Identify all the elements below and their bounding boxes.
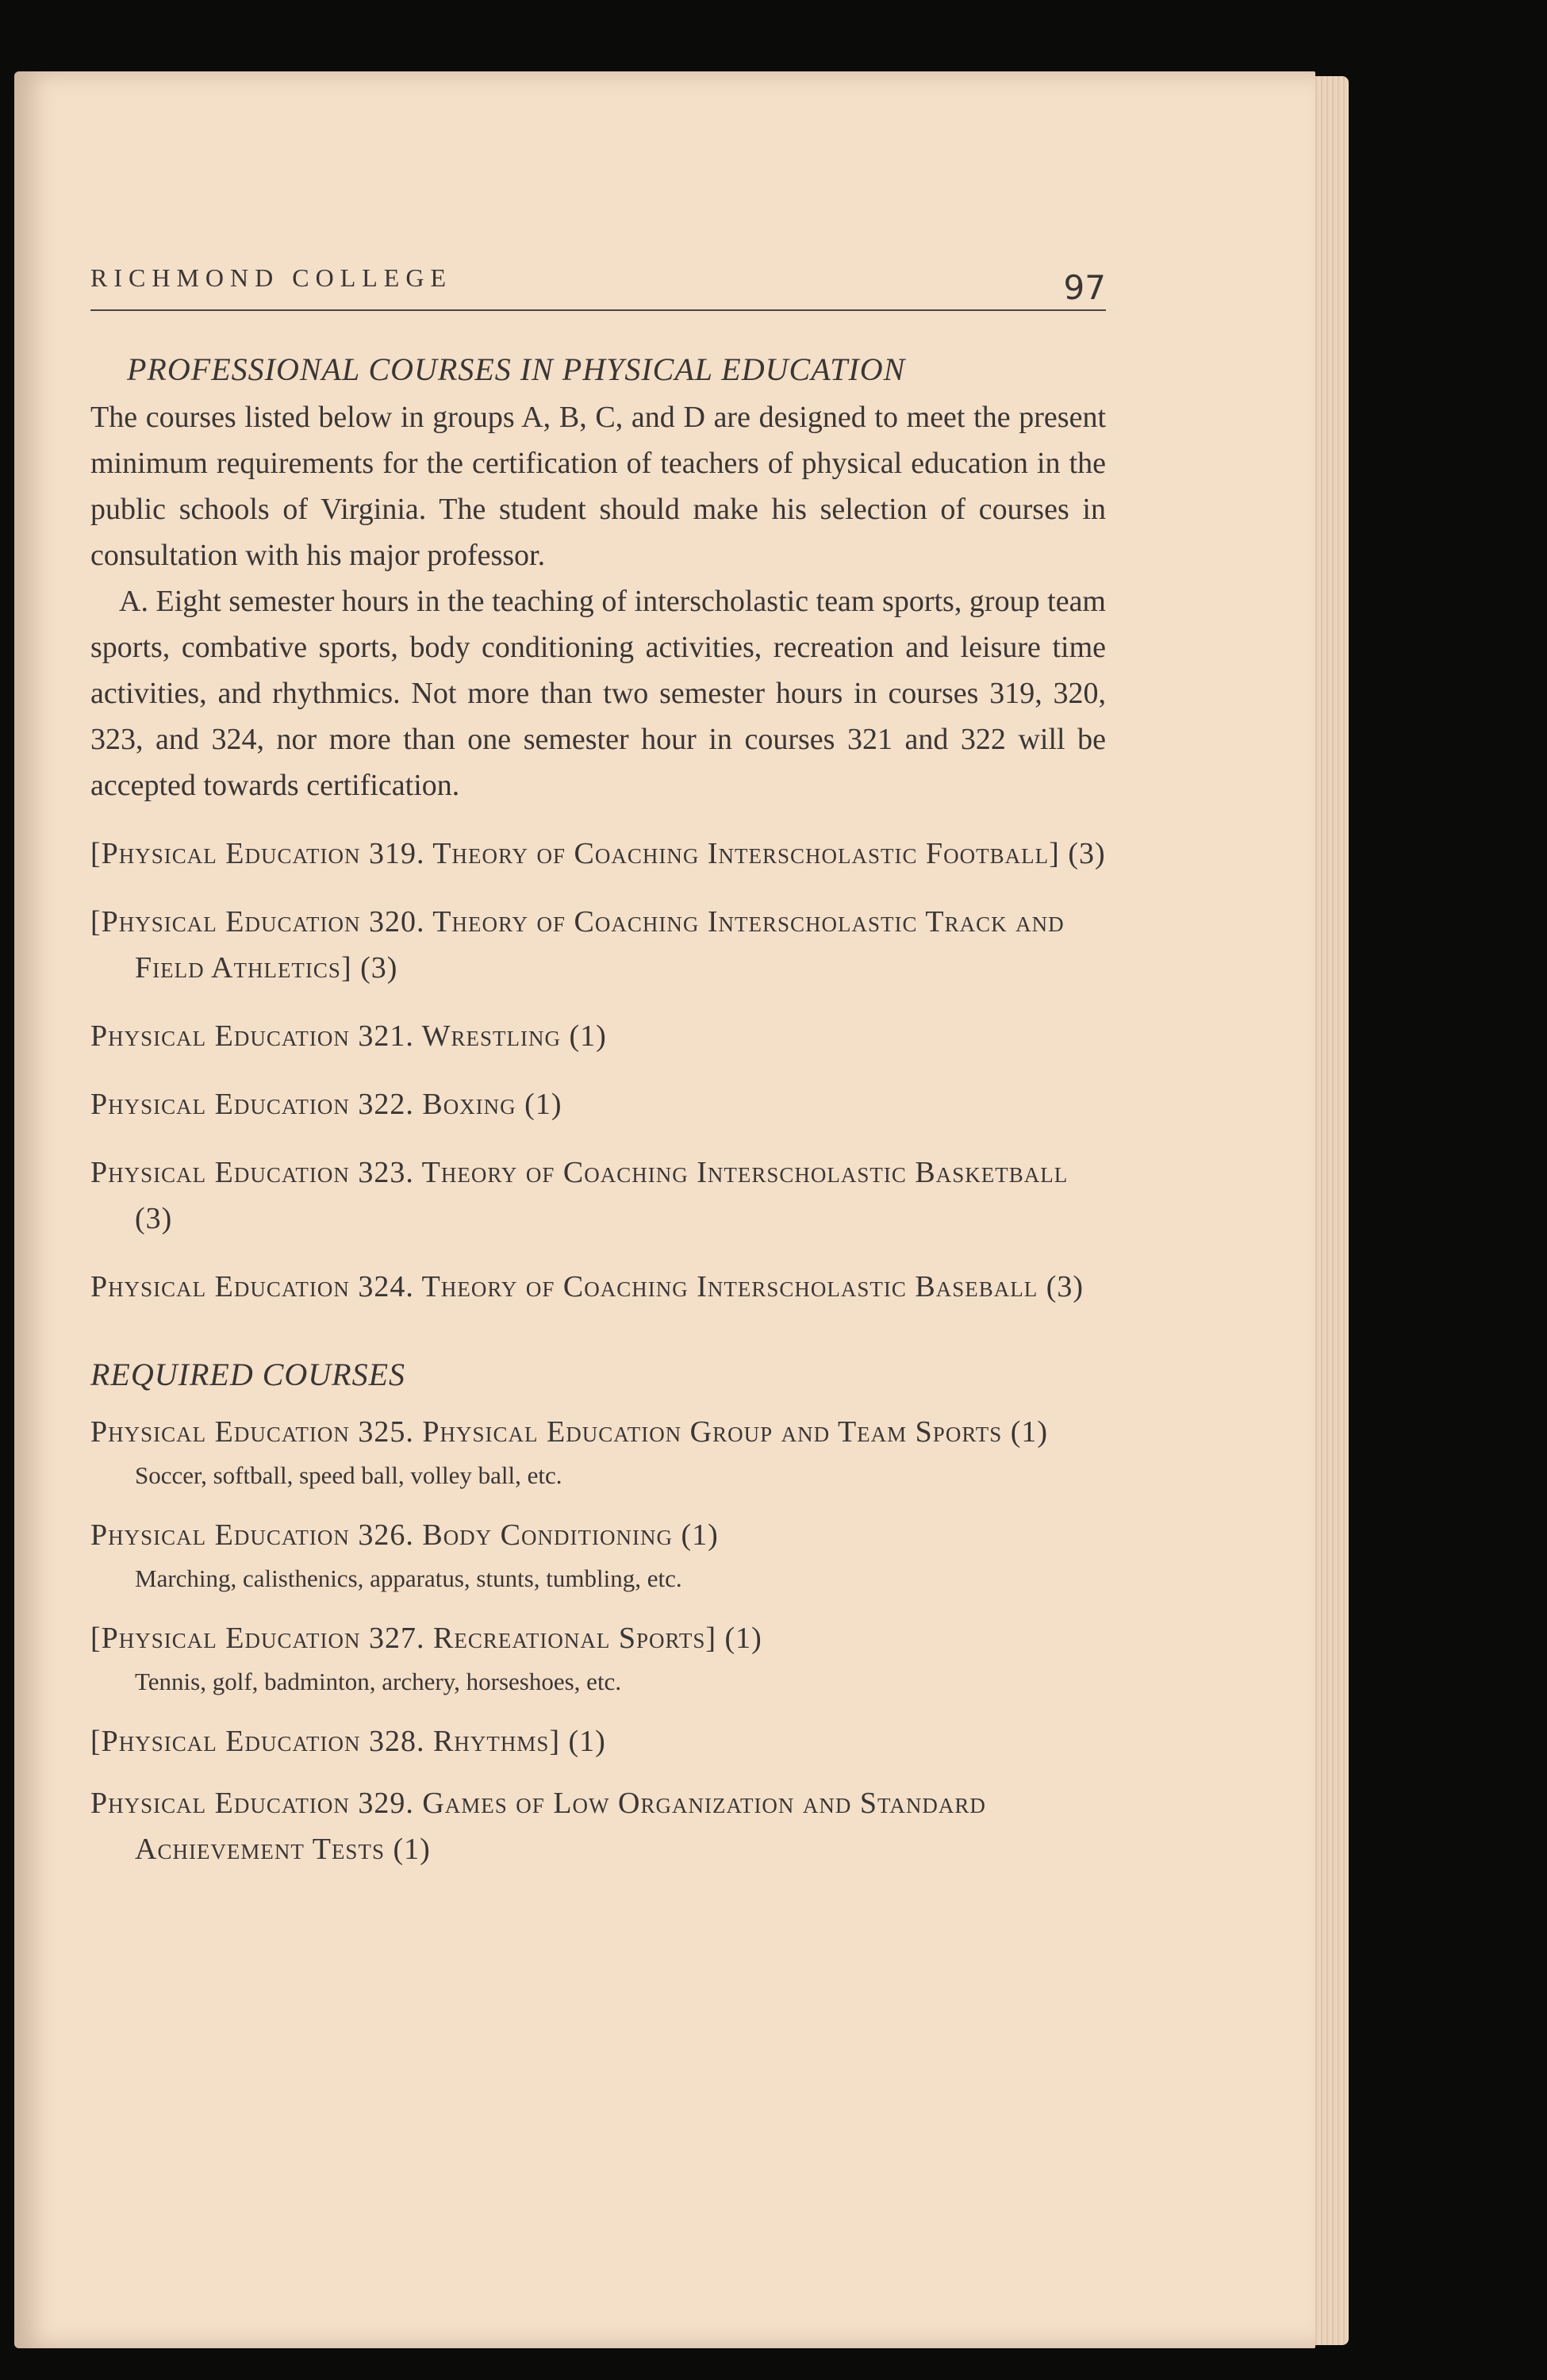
page-text bbox=[90, 254, 1106, 1872]
course-entry: Physical Education 324. Theory of Coaching Interscholastic Baseball (3) bbox=[90, 1270, 1084, 1303]
course-description: Soccer, softball, speed ball, volley ball, etc. bbox=[135, 1461, 562, 1489]
course-entry: [Physical Education 320. Theory of Coaching Interscholastic Track and Field Athletics] (3) bbox=[90, 905, 1065, 985]
course-entry: Physical Education 325. Physical Education Group and Team Sports (1) bbox=[90, 1415, 1049, 1449]
course-entry: Physical Education 321. Wrestling (1) bbox=[90, 1019, 607, 1053]
course-description: Tennis, golf, badminton, archery, horseshoes, etc. bbox=[135, 1668, 622, 1695]
professional-courses-heading: PROFESSIONAL COURSES IN PHYSICAL EDUCATION bbox=[127, 351, 906, 387]
intro-paragraph: The courses listed below in groups A, B, C, and D are designed to meet the present minimum requirements for the certification of teachers of physical education in the public schools of Virginia. The student should make his selection of courses in consultation with his major professor. bbox=[90, 401, 1106, 572]
running-title: RICHMOND COLLEGE bbox=[90, 263, 452, 292]
course-entry: Physical Education 326. Body Conditioning (1) bbox=[90, 1518, 719, 1552]
course-entry: Physical Education 322. Boxing (1) bbox=[90, 1088, 562, 1121]
page-number: 97 bbox=[1063, 268, 1106, 307]
course-entry: [Physical Education 327. Recreational Sports] (1) bbox=[90, 1622, 762, 1655]
required-courses-heading: REQUIRED COURSES bbox=[90, 1357, 406, 1392]
course-entry: [Physical Education 319. Theory of Coaching Interscholastic Football] (3) bbox=[90, 837, 1106, 870]
course-entry: Physical Education 329. Games of Low Organization and Standard Achievement Tests (1) bbox=[90, 1787, 986, 1866]
course-entry: [Physical Education 328. Rhythms] (1) bbox=[90, 1725, 606, 1758]
course-entry: Physical Education 323. Theory of Coaching Interscholastic Basketball (3) bbox=[90, 1156, 1069, 1235]
course-description: Marching, calisthenics, apparatus, stunts, tumbling, etc. bbox=[135, 1564, 682, 1592]
group-a-paragraph: A. Eight semester hours in the teaching of interscholastic team sports, group team sports, combative sports, body conditioning activities, recreation and leisure time activities, and rhythmics. Not more than two semester hours in courses 319, 320, 323, and 324, nor more than one semester hour in courses 321 and 322 will be accepted towards certification. bbox=[90, 585, 1106, 802]
running-head bbox=[90, 254, 1106, 311]
